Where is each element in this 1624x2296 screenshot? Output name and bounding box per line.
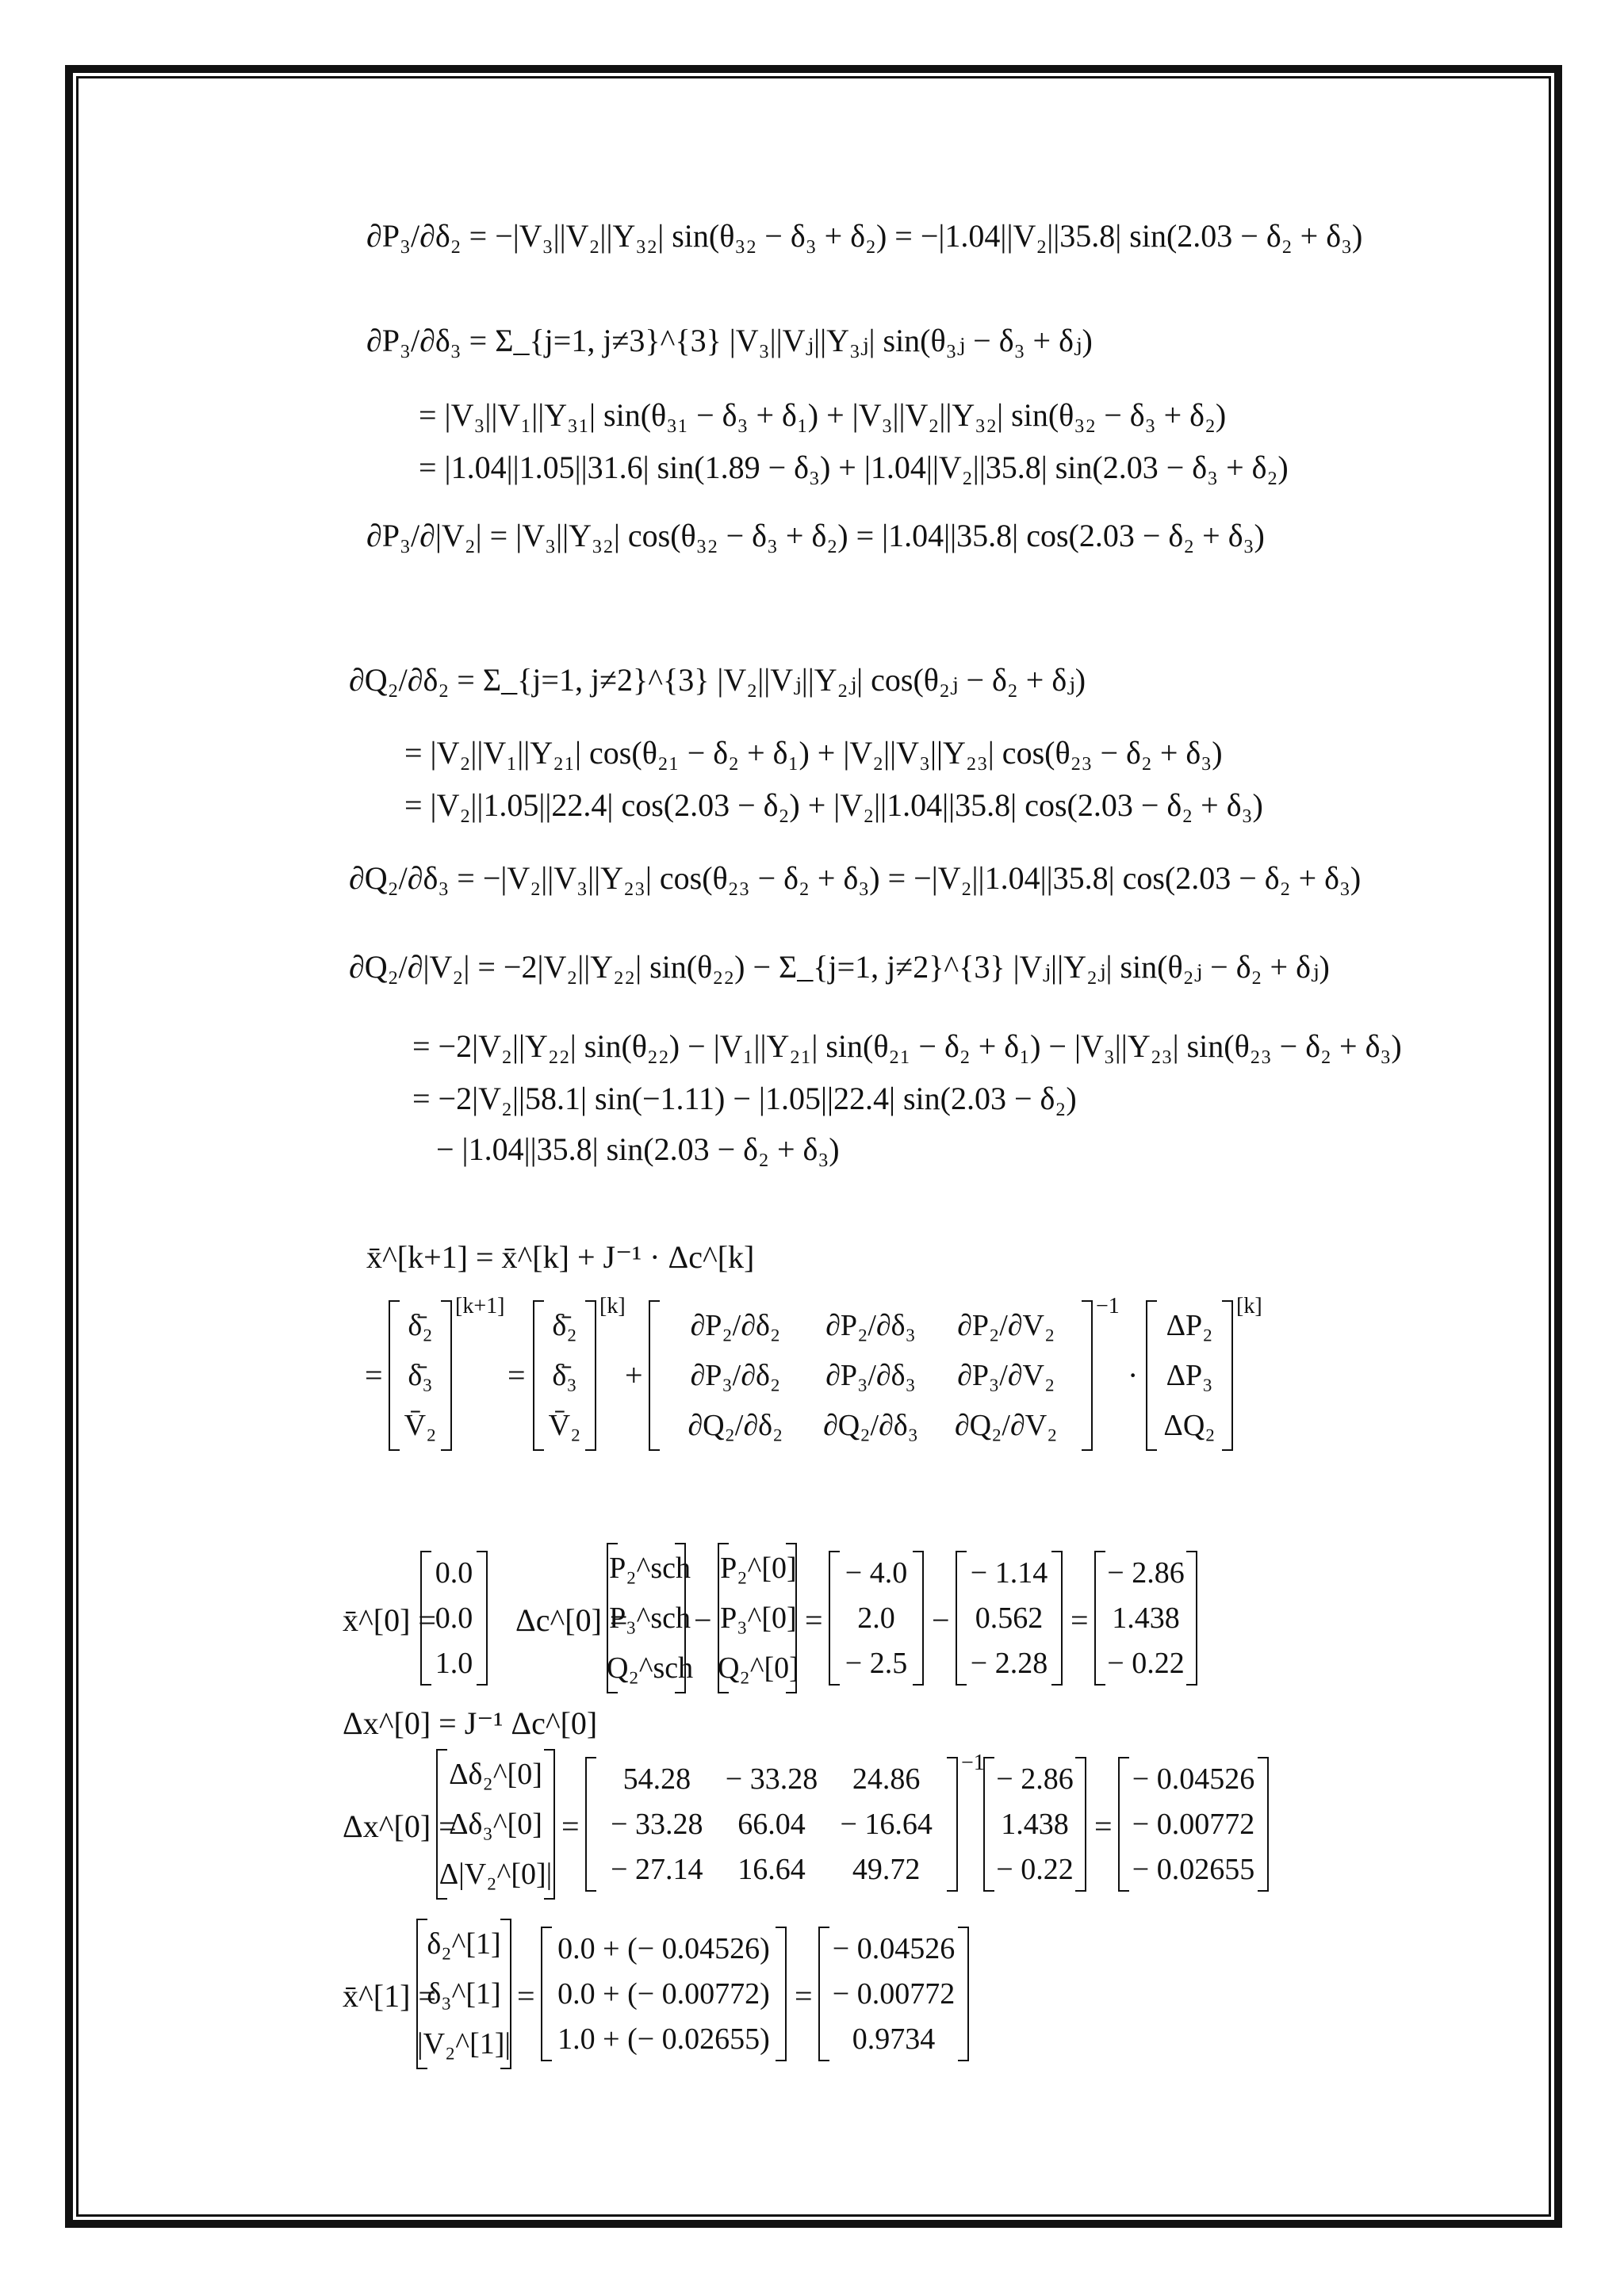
- cell: 2.0: [857, 1601, 895, 1635]
- cell: 0.0 + (− 0.00772): [557, 1976, 770, 2011]
- correction-values: [1118, 1757, 1269, 1892]
- cell: − 27.14: [611, 1852, 703, 1886]
- cell: ∂P₃/∂V₂: [957, 1358, 1055, 1392]
- equation-dq2-dd3: ∂Q₂/∂δ₃ = −|V₂||V₃||Y₂₃| cos(θ₂₃ − δ₂ + δ₃) = −|V₂||1.04||35.8| cos(2.03 − δ₂ + δ₃): [349, 860, 1362, 896]
- cell: 0.562: [975, 1601, 1044, 1635]
- cell: 54.28: [622, 1762, 691, 1797]
- cell: δ̄₂: [408, 1308, 433, 1342]
- updated-state: [333, 1919, 1126, 2069]
- cell: P₃^[0]: [720, 1601, 797, 1635]
- cell: δ̄₂: [552, 1308, 577, 1342]
- initial-values: [333, 1543, 1269, 1693]
- cell: − 0.04526: [1132, 1762, 1255, 1797]
- cell: ΔP₂: [1166, 1308, 1213, 1342]
- equals-sign: =: [795, 1978, 813, 2014]
- dot-operator: ·: [1128, 1357, 1139, 1393]
- minus-sign: −: [932, 1602, 950, 1638]
- equation-dq2-dv2-continued: − |1.04||35.8| sin(2.03 − δ₂ + δ₃): [436, 1131, 840, 1167]
- update-matrix-equation: [349, 1292, 1269, 1459]
- cell: ∂P₂/∂V₂: [957, 1308, 1055, 1342]
- cell: ∂Q₂/∂δ₃: [823, 1409, 918, 1443]
- cell: V̄₂: [404, 1409, 437, 1443]
- equals-sign: =: [1094, 1808, 1113, 1844]
- cell: − 0.00772: [1132, 1807, 1255, 1841]
- cell: ∂P₃/∂δ₂: [690, 1358, 781, 1392]
- cell: 66.04: [737, 1807, 806, 1841]
- dx0-label: Δx^[0] =: [343, 1808, 457, 1844]
- cell: 49.72: [852, 1852, 921, 1886]
- equation-dp3-dv2: ∂P₃/∂|V₂| = |V₃||Y₃₂| cos(θ₃₂ − δ₃ + δ₂) = |1.04||35.8| cos(2.03 − δ₂ + δ₃): [366, 518, 1265, 553]
- cell: − 2.5: [845, 1646, 908, 1680]
- equals-sign: =: [365, 1357, 383, 1393]
- superscript: −1: [961, 1751, 985, 1775]
- cell: 0.0: [435, 1601, 473, 1635]
- cell: δ₂^[1]: [427, 1927, 501, 1961]
- cell: δ₃^[1]: [427, 1976, 501, 2011]
- cell: − 0.22: [996, 1852, 1074, 1886]
- cell: − 0.04526: [832, 1932, 956, 1966]
- equation-dq2-dd2-numeric: = |V₂||1.05||22.4| cos(2.03 − δ₂) + |V₂||1.04||35.8| cos(2.03 − δ₂ + δ₃): [404, 787, 1263, 823]
- mismatch-values: [983, 1757, 1086, 1892]
- cell: V̄₂: [548, 1409, 581, 1443]
- mismatch-vector: [1146, 1300, 1233, 1451]
- superscript: [k+1]: [455, 1294, 505, 1318]
- cell: − 0.22: [1107, 1646, 1185, 1680]
- cell: |V₂^[1]|: [416, 2027, 511, 2061]
- cell: ΔP₃: [1166, 1358, 1213, 1392]
- cell: − 33.28: [611, 1807, 703, 1841]
- equals-sign: =: [517, 1978, 535, 2014]
- superscript: [k]: [599, 1294, 626, 1318]
- equation-dp3-dd2: ∂P₃/∂δ₂ = −|V₃||V₂||Y₃₂| sin(θ₃₂ − δ₃ + δ₂) = −|1.04||V₂||35.8| sin(2.03 − δ₂ + δ₃): [366, 218, 1363, 254]
- superscript: −1: [1096, 1294, 1120, 1318]
- cell: − 1.14: [970, 1556, 1048, 1590]
- equals-sign: =: [805, 1602, 823, 1638]
- cell: 1.0: [435, 1646, 473, 1680]
- equation-dq2-dd2: ∂Q₂/∂δ₂ = Σ_{j=1, j≠2}^{3} |V₂||Vⱼ||Y₂ⱼ| cos(θ₂ⱼ − δ₂ + δⱼ): [349, 662, 1086, 698]
- equals-sign: =: [561, 1808, 580, 1844]
- cell: 16.64: [737, 1852, 806, 1886]
- cell: 1.438: [1112, 1601, 1180, 1635]
- equation-dq2-dv2: ∂Q₂/∂|V₂| = −2|V₂||Y₂₂| sin(θ₂₂) − Σ_{j=1, j≠2}^{3} |Vⱼ||Y₂ⱼ| sin(θ₂ⱼ − δ₂ + δⱼ): [349, 949, 1330, 985]
- cell: ∂P₂/∂δ₃: [825, 1308, 916, 1342]
- mismatch-values: [1094, 1551, 1197, 1686]
- equation-dp3-dd3-expand: = |V₃||V₁||Y₃₁| sin(θ₃₁ − δ₃ + δ₁) + |V₃||V₂||Y₃₂| sin(θ₃₂ − δ₃ + δ₂): [419, 397, 1227, 433]
- equation-dq2-dv2-numeric: = −2|V₂||58.1| sin(−1.11) − |1.05||22.4| sin(2.03 − δ₂): [412, 1081, 1077, 1116]
- update-rule: x̄^[k+1] = x̄^[k] + J⁻¹ · Δc^[k]: [366, 1239, 755, 1275]
- cell: Q₂^[0]: [718, 1651, 799, 1686]
- cell: ∂Q₂/∂V₂: [954, 1409, 1058, 1443]
- cell: 0.0 + (− 0.04526): [557, 1932, 770, 1966]
- cell: 1.0 + (− 0.02655): [557, 2022, 770, 2056]
- cell: − 4.0: [845, 1556, 908, 1590]
- updated-values: [818, 1927, 969, 2061]
- cell: Δδ₃^[0]: [449, 1807, 542, 1841]
- jacobian-numeric: [585, 1757, 958, 1892]
- cell: − 2.86: [1107, 1556, 1185, 1590]
- cell: Δδ₂^[0]: [449, 1757, 542, 1791]
- cell: − 16.64: [840, 1807, 933, 1841]
- state-vector-new: [389, 1300, 452, 1451]
- x0-label: x̄^[0] =: [343, 1602, 436, 1638]
- cell: ∂P₃/∂δ₃: [825, 1358, 916, 1392]
- cell: − 2.28: [970, 1646, 1048, 1680]
- equation-dq2-dv2-expand: = −2|V₂||Y₂₂| sin(θ₂₂) − |V₁||Y₂₁| sin(θ₂₁ − δ₂ + δ₁) − |V₃||Y₂₃| sin(θ₂₃ − δ₂ + δ₃): [412, 1028, 1402, 1064]
- cell: ΔQ₂: [1163, 1409, 1216, 1443]
- scheduled-power-vector: [607, 1543, 694, 1693]
- calculated-power-vector: [718, 1543, 797, 1693]
- update-sums: [541, 1927, 787, 2061]
- state-vector-old: [533, 1300, 596, 1451]
- equation-dq2-dd2-expand: = |V₂||V₁||Y₂₁| cos(θ₂₁ − δ₂ + δ₁) + |V₂||V₃||Y₂₃| cos(θ₂₃ − δ₂ + δ₃): [404, 735, 1223, 771]
- equation-dp3-dd3: ∂P₃/∂δ₃ = Σ_{j=1, j≠3}^{3} |V₃||Vⱼ||Y₃ⱼ| sin(θ₃ⱼ − δ₃ + δⱼ): [366, 323, 1093, 358]
- cell: ∂Q₂/∂δ₂: [688, 1409, 783, 1443]
- plus-sign: +: [625, 1357, 643, 1393]
- jacobian-matrix: [649, 1300, 1093, 1451]
- cell: Q₂^sch: [607, 1651, 694, 1686]
- x1-vector: [416, 1919, 511, 2069]
- superscript: [k]: [1236, 1294, 1262, 1318]
- cell: ∂P₂/∂δ₂: [690, 1308, 781, 1342]
- cell: P₃^sch: [609, 1601, 691, 1635]
- equals-sign: =: [1071, 1602, 1089, 1638]
- scheduled-values: [829, 1551, 924, 1686]
- equation-dp3-dd3-numeric: = |1.04||1.05||31.6| sin(1.89 − δ₃) + |1.04||V₂||35.8| sin(2.03 − δ₃ + δ₂): [419, 450, 1289, 485]
- cell: 24.86: [852, 1762, 921, 1797]
- cell: δ̄₃: [552, 1358, 577, 1392]
- dx-vector: [436, 1749, 555, 1900]
- cell: 0.0: [435, 1556, 473, 1590]
- correction-equation: Δx^[0] = J⁻¹ Δc^[0]: [343, 1705, 598, 1741]
- x0-vector: [420, 1551, 488, 1686]
- cell: − 2.86: [996, 1762, 1074, 1797]
- cell: 0.9734: [852, 2022, 936, 2056]
- minus-sign: −: [694, 1602, 712, 1638]
- equals-sign: =: [508, 1357, 526, 1393]
- cell: P₂^sch: [609, 1551, 691, 1585]
- cell: P₂^[0]: [720, 1551, 797, 1585]
- cell: 1.438: [1001, 1807, 1069, 1841]
- cell: Δ|V₂^[0]|: [439, 1858, 553, 1892]
- dc0-label: Δc^[0] =: [515, 1602, 628, 1638]
- calculated-values: [956, 1551, 1063, 1686]
- cell: − 0.02655: [1132, 1852, 1255, 1886]
- cell: − 0.00772: [832, 1976, 956, 2011]
- cell: − 33.28: [725, 1762, 818, 1797]
- cell: δ̄₃: [408, 1358, 433, 1392]
- correction-solve: [333, 1749, 1269, 1900]
- x1-label: x̄^[1] =: [343, 1978, 436, 2014]
